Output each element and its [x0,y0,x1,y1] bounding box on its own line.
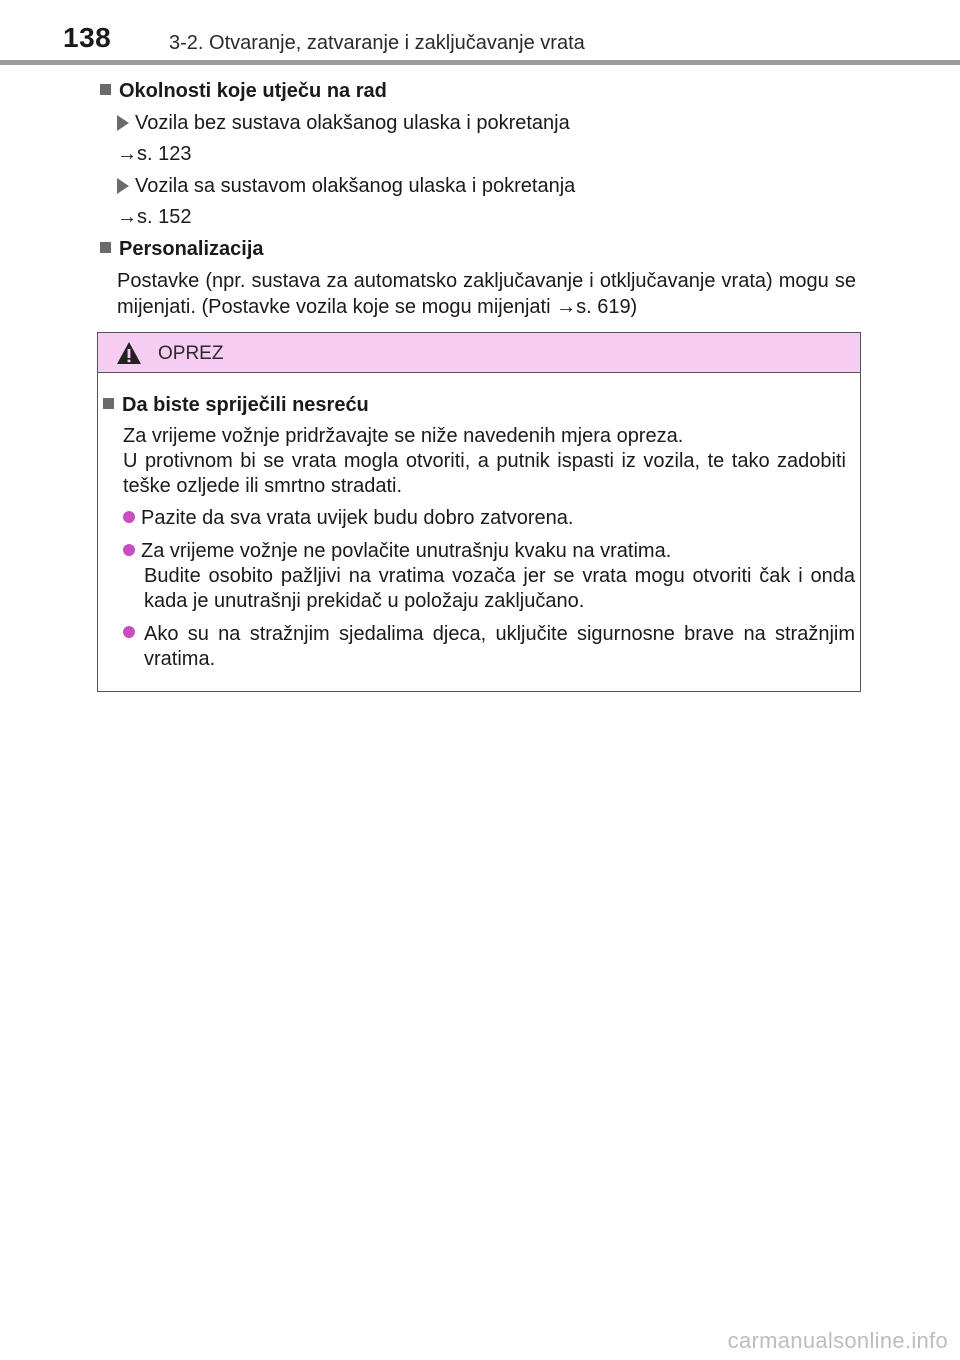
caution-intro-1: Za vrijeme vožnje pridržavajte se niže navedenih mjera opreza. [123,425,684,447]
header-rule [0,60,960,65]
page-reference-text: s. 152 [137,206,192,228]
arrow-icon: → [117,143,137,165]
section-heading-okolnosti [100,80,387,103]
section-heading-personalizacija [100,238,264,261]
caution-bullet-text: Za vrijeme vožnje ne povlačite unutrašnju kvaku na vratima. [141,540,672,562]
arrow-icon: → [117,206,137,228]
section-heading-text: Okolnosti koje utječu na rad [119,80,387,102]
caution-heading-text: Da biste spriječili nesreću [122,394,369,416]
caution-intro-2: U protivnom bi se vrata mogla otvoriti, a putnik ispasti iz vozila, te tako zadobiti teške ozljede ili smrtno stradati. [123,450,846,497]
triangle-bullet-icon [117,178,129,194]
list-item [117,175,575,198]
chapter-title: 3-2. Otvaranje, zatvaranje i zaključavanje vrata [169,32,585,54]
body-text: Postavke (npr. sustava za automatsko zaključavanje i otključavanje vrata) mogu se mijenjati. (Postavke vozila koje se mogu mijenjati [117,270,856,318]
list-item-text: Vozila bez sustava olakšanog ulaska i pokretanja [135,112,570,134]
caution-label: OPREZ [158,343,224,364]
list-item [117,112,570,135]
section-heading-text: Personalizacija [119,238,264,260]
arrow-icon: → [556,296,577,318]
page-number: 138 [63,22,112,53]
caution-bullet-text: Ako su na stražnjim sjedalima djeca, uključite sigurnosne brave na stražnjim vratima. [144,623,855,670]
page-reference-text: s. 123 [137,143,192,165]
caution-bullet [123,540,671,563]
triangle-bullet-icon [117,115,129,131]
page-reference [117,206,191,229]
watermark: carmanualsonline.info [727,1328,948,1353]
list-item-text: Vozila sa sustavom olakšanog ulaska i pokretanja [135,175,576,197]
caution-heading [103,394,369,417]
page-header [0,0,960,62]
personalizacija-body [117,268,856,320]
dot-bullet-icon [123,544,135,556]
square-bullet-icon [103,398,114,409]
caution-bullet [123,622,141,645]
dot-bullet-icon [123,626,135,638]
caution-bullet-continuation: Budite osobito pažljivi na vratima vozača jer se vrata mogu otvoriti čak i onda kada je unutrašnji prekidač u položaju zaključano. [144,565,855,612]
dot-bullet-icon [123,511,135,523]
caution-bullet-text: Pazite da sva vrata uvijek budu dobro zatvorena. [141,507,574,529]
square-bullet-icon [100,84,111,95]
square-bullet-icon [100,242,111,253]
page-reference-text: s. 619) [576,296,638,318]
caution-bullet [123,507,573,530]
warning-triangle-icon [116,341,142,365]
page-reference [117,143,191,166]
caution-header [98,333,860,373]
caution-box [97,332,861,692]
